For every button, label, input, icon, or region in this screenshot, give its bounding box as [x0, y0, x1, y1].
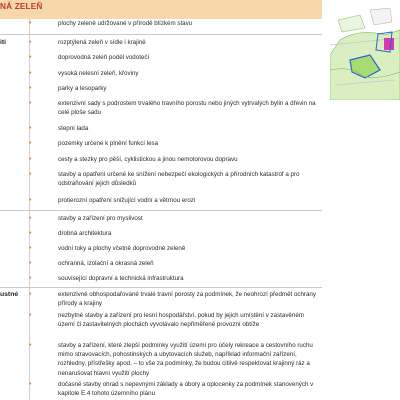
list-item: • stavby a opatření určené ke snížení nebezpečí ekologických a přírodních katastrof a pro odstraňování jejich důsledků	[29, 171, 300, 188]
row-divider	[0, 34, 322, 35]
list-item: • plochy zeleně udržované v přírodě blízkém stavu	[29, 20, 193, 27]
list-item: • související dopravní a technická infrastruktura	[29, 275, 184, 282]
list-item: • stavby a zařízení, které zlepší podmínky využití území pro účely rekreace a cestovního ruchu mimo stravovacích, pohostinských a ubytovacích služeb, například informační zařízení, rozhledny, přístřešky apod. – to vše za podmínky, že budou citlivě respektovat krajinný ráz a nenarušovat hlavní využití plochy	[29, 342, 313, 377]
map-image	[330, 0, 400, 100]
row-divider	[0, 210, 322, 211]
list-item: • dočasné stavby ohrad s nepevnými základy a obory a oplocenky za podmínek stanovených v kapitole E.4 tohoto územního plánu	[29, 381, 314, 398]
list-item: • drobná architektura	[29, 230, 112, 237]
bullet-icon: •	[29, 100, 32, 107]
bullet-icon: •	[29, 197, 32, 204]
list-item: • stepní lada	[29, 125, 89, 132]
list-item: • vodní toky a plochy včetně doprovodné zeleně	[29, 245, 186, 252]
list-item: • pozemky určené k plnění funkcí lesa	[29, 140, 159, 147]
row-label: ustné	[0, 291, 19, 298]
bullet-icon: •	[29, 54, 32, 61]
map-thumbnail	[330, 0, 400, 100]
list-item: • doprovodná zeleň podél vodotečí	[29, 54, 150, 61]
list-item: • stavby a zařízení pro myslivost	[29, 215, 143, 222]
list-item: • nezbytné stavby a zařízení pro lesní hospodářství, pokud by jejich umístění v zastavěném území či zastavitelných plochách vyvolávalo nepřiměřené provozní obtíže	[29, 312, 304, 329]
bullet-icon: •	[29, 312, 32, 319]
bullet-icon: •	[29, 140, 32, 147]
bullet-icon: •	[29, 230, 32, 237]
bullet-icon: •	[29, 85, 32, 92]
bullet-icon: •	[29, 291, 32, 298]
section-header	[0, 0, 322, 19]
list-item: • ochranná, izolační a okrasná zeleň	[29, 260, 154, 267]
row-label: iti	[0, 39, 7, 46]
bullet-icon: •	[29, 381, 32, 388]
list-item: • parky a lesoparky	[29, 85, 107, 92]
bullet-icon: •	[29, 20, 32, 27]
section-title: NÁ ZELEŇ	[0, 2, 43, 11]
bullet-icon: •	[29, 156, 32, 163]
list-item: • protierozní opatření snižující vodní a větrnou erozi	[29, 197, 196, 204]
list-item: • extenzivní sady s podrostem trvalého travního porostu nebo jiných vytrvalých bylin a dřevin na celé ploše sadu	[29, 100, 316, 117]
bullet-icon: •	[29, 39, 32, 46]
bullet-icon: •	[29, 215, 32, 222]
list-item: • extenzivně obhospodařované trvalé travní porosty za podmínek, že neohrozí předmět ochrany přírody a krajiny	[29, 291, 316, 308]
bullet-icon: •	[29, 342, 32, 349]
bullet-icon: •	[29, 125, 32, 132]
list-item: • cesty a stezky pro pěší, cyklistickou a jinou nemotorovou dopravu	[29, 156, 238, 163]
list-item: • vysoká nelesní zeleň, křoviny	[29, 70, 139, 77]
bullet-icon: •	[29, 171, 32, 178]
bullet-icon: •	[29, 260, 32, 267]
bullet-icon: •	[29, 70, 32, 77]
bullet-icon: •	[29, 245, 32, 252]
list-item: • rozptýlená zeleň v sídle i krajině	[29, 39, 146, 46]
bullet-icon: •	[29, 275, 32, 282]
row-divider	[0, 287, 322, 288]
